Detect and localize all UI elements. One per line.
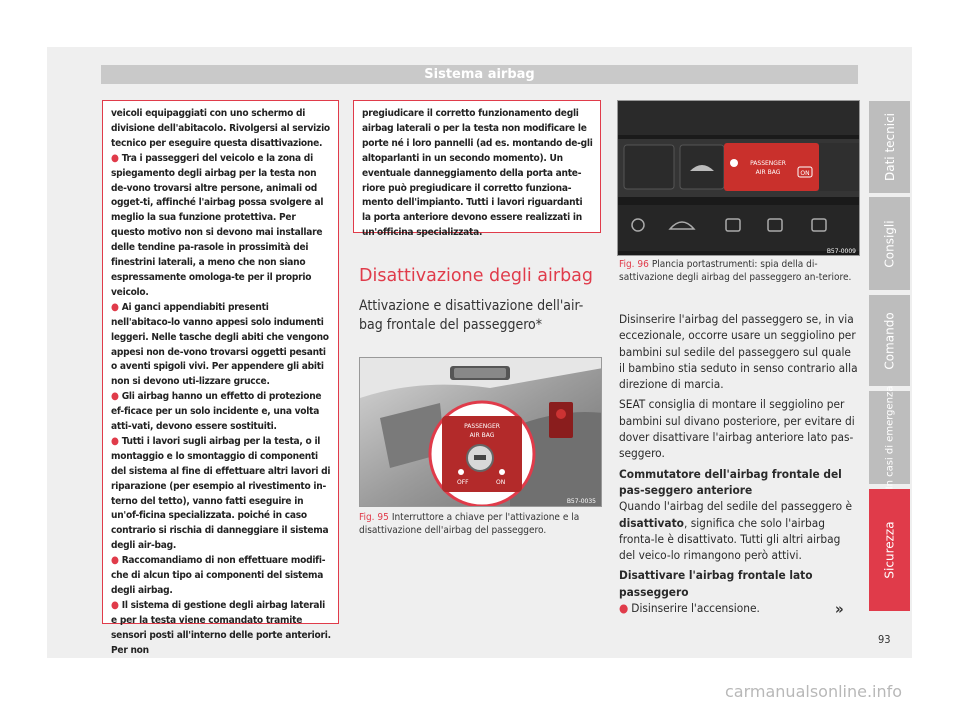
fig95-caption (359, 511, 601, 538)
bullet-icon: ● (111, 152, 119, 164)
fig95-label-on: ON (496, 479, 506, 486)
tab-comando[interactable]: Comando (869, 295, 910, 386)
sub-title: Attivazione e disattivazione dell'air-bag frontale del passeggero* (359, 298, 584, 333)
tab-sicurezza[interactable]: Sicurezza (869, 489, 910, 611)
bullet-icon: ● (619, 601, 629, 616)
subheading: Commutatore dell'airbag frontale del pas-seggero anteriore (619, 466, 842, 497)
figure-96-dashboard (617, 100, 860, 256)
tab-dati-tecnici[interactable]: Dati tecnici (869, 101, 910, 193)
fig95-code: B57-0035 (566, 498, 596, 505)
watermark: carmanualsonline.info (725, 682, 903, 701)
section-title: Disattivazione degli airbag (359, 266, 594, 286)
bullet-icon: ● (111, 599, 119, 611)
subheading: Disattivare l'airbag frontale lato passeggero (619, 568, 813, 599)
key-switch-illustration (360, 358, 602, 507)
bullet-icon: ● (111, 391, 119, 403)
warning-intro: veicoli equipaggiati con uno schermo di divisione dell'abitacolo. Rivolgersi al servizio tecnico per eseguire questa disattivazione. (111, 108, 330, 149)
paragraph: SEAT consiglia di montare il seggiolino per bambini sul divano posteriore, per evitare di dover disattivare l'airbag anteriore lato pas-seggero. (619, 397, 855, 461)
bullet-icon: ● (111, 555, 119, 567)
fig96-caption-text: Plancia portastrumenti: spia della di-sattivazione degli airbag del passeggero an-teriore. (619, 259, 852, 284)
fig95-caption-text: Interruttore a chiave per l'attivazione e la disattivazione dell'airbag del passeggero. (359, 512, 580, 537)
bullet-icon: ● (111, 301, 119, 313)
fig96-label-airbag: AIR BAG (755, 169, 781, 176)
fig96-number: Fig. 96 (619, 259, 649, 270)
paragraph: Disinserire l'airbag del passeggero se, in via eccezionale, occorre usare un seggiolino per bambini sul sedile del passeggero sul quale il bambino stia seduto in senso contrario alla direzione di marcia. (619, 312, 858, 392)
warning-bullet: ● Tutti i lavori sugli airbag per la testa, o il montaggio e lo smontaggio di componenti del sistema al fine di effettuare altri lavori di riparazione (per esempio al rivestimento in-terno del tetto), vanno fatti eseguire in un'of-ficina specializzata. poiché in caso contrario si rischia di danneggiare il sistema degli air-bag. (111, 435, 331, 552)
warning-bullet: ● Tra i passeggeri del veicolo e la zona di spiegamento degli airbag per la testa non de-vono trovarsi altre persone, animali od ogget-ti, affinché l'airbag possa svolgere al meglio la sua funzione protettiva. Per questo motivo non si devono mai installare delle tendine pa-rasole in prossimità dei finestrini laterali, a meno che non siano espressamente omologa-te per il proprio veicolo. (111, 152, 324, 298)
warning-bullet: ● Ai ganci appendiabiti presenti nell'abitaco-lo vanno appesi solo indumenti leggeri. Nelle tasche degli abiti che vengono appesi non de-vono trovarsi oggetti pesanti o aventi spigoli vivi. Per appendere gli abiti non si devono uti-lizzare grucce. (111, 301, 329, 388)
warning-continued-text: pregiudicare il corretto funzionamento degli airbag laterali o per la testa non modificare le porte né i loro pannelli (ad es. montando de-gli altoparlanti in un secondo momento). Un eventuale danneggiamento della porta ante-riore può pregiudicare il corretto funziona-mento dell'impianto. Tutti i lavori riguardanti la porta anteriore devono essere realizzati in un'officina specializzata. (362, 108, 593, 239)
bullet-icon: ● (111, 435, 119, 447)
continue-arrow-icon: » (835, 600, 844, 618)
warning-text (111, 107, 331, 659)
tab-consigli[interactable]: Consigli (869, 197, 910, 290)
fig96-code: B57-0009 (826, 248, 856, 255)
page-number: 93 (878, 633, 891, 646)
body-text (619, 311, 859, 616)
fig96-label-on: ON (800, 170, 810, 177)
figure-95-key-switch (359, 357, 602, 507)
fig95-label-airbag: AIR BAG (469, 432, 495, 439)
fig95-label-off: OFF (457, 479, 469, 486)
fig95-number: Fig. 95 (359, 512, 389, 523)
page-header: Sistema airbag (101, 65, 858, 84)
paragraph: Quando l'airbag del sedile del passeggero è disattivato, significa che solo l'airbag fronta-le è disattivato. Tutti gli altri airbag del veico-lo rimangono però attivi. (619, 499, 853, 563)
fig96-caption (619, 258, 859, 285)
warning-bullet: ● Raccomandiamo di non effettuare modifi-che di alcun tipo ai componenti del sistema degli airbag. (111, 555, 326, 596)
dashboard-illustration (618, 101, 860, 256)
list-item: ● Disinserire l'accensione. (619, 601, 760, 616)
fig95-label-passenger: PASSENGER (464, 423, 500, 430)
fig96-label-passenger: PASSENGER (750, 160, 786, 167)
tab-casi-emergenza[interactable]: In casi di emergenza (869, 391, 910, 484)
warning-box-end (353, 100, 601, 239)
warning-box-continued (102, 100, 339, 656)
warning-bullet: ● Il sistema di gestione degli airbag laterali e per la testa viene comandato tramite sensori posti all'interno delle porte anteriori. Per non (111, 599, 331, 656)
warning-bullet: ● Gli airbag hanno un effetto di protezione ef-ficace per un solo incidente e, una volta atti-vati, devono essere sostituiti. (111, 391, 322, 433)
